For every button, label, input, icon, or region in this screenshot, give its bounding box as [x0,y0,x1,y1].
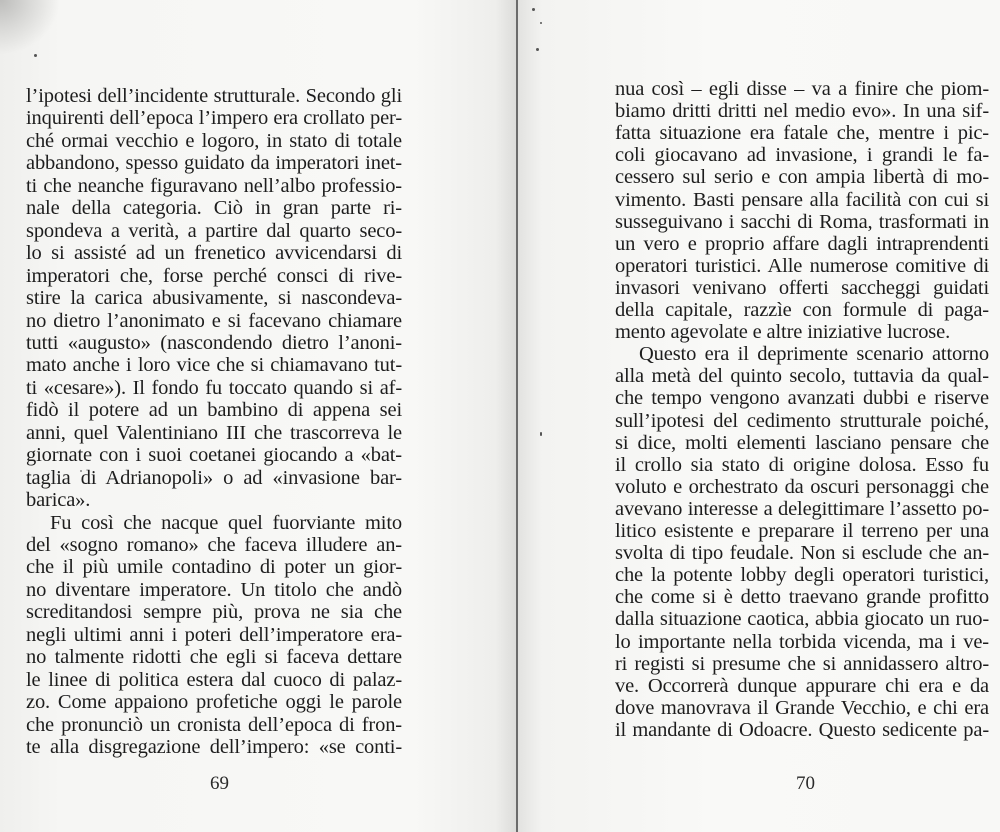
text-line: sull’ipotesi del cedimento strutturale poiché, [615,409,989,432]
page-number-left: 69 [210,773,229,794]
text-line: dalla situazione caotica, abbia giocato un ruo- [615,608,989,631]
text-line: invasori venivano offerti saccheggi guidati [615,276,989,299]
text-line: dove manovrava il Grande Vecchio, e chi era [615,696,989,719]
text-line: screditandosi sempre più, prova ne sia che [26,601,402,624]
text-line: tutti «augusto» (nascondendo dietro l’anoni- [26,331,402,354]
text-line: anni, quel Valentiniano III che trascorreva le [26,421,402,444]
text-line: ti che neanche figuravano nell’albo professio- [26,174,402,197]
text-line: mato anche i loro vice che si chiamavano tut- [26,354,402,377]
text-line: stire la carica abusivamente, si nascondeva- [26,287,402,310]
text-line: ri registi si presume che si annidassero altro- [615,652,989,675]
text-line: Questo era il deprimente scenario attorno [639,343,989,366]
text-line: che il più umile contadino di poter un gior- [26,556,402,579]
text-line: che tempo vengono avanzati dubbi e riserve [615,387,989,410]
text-line: operatori turistici. Alle numerose comitive di [615,254,989,277]
text-line: biamo dritti dritti nel medio evo». In una sif- [615,100,989,123]
page-number-right: 70 [796,773,815,794]
text-line: svolta di tipo feudale. Non si esclude che an- [615,542,989,565]
paper-speck [532,8,535,11]
text-line: abbandono, spesso guidato da imperatori inet- [26,152,402,175]
paper-speck [34,54,37,57]
paper-speck [540,22,542,24]
text-line: si dice, molti elementi lasciano pensare che [615,431,989,454]
text-line: ve. Occorrerà dunque appurare chi era e da [615,674,989,697]
text-line: ché ormai vecchio e logoro, in stato di totale [26,129,402,152]
text-line: mento agevolate e altre iniziative lucrose. [615,321,951,344]
text-line: che la potente lobby degli operatori turistici, [615,564,989,587]
text-line: cessero sul serio e con ampia libertà di mo- [615,166,989,189]
text-line: no talmente ridotti che egli si faceva dettare [26,646,402,669]
text-line: coli giocavano ad invasione, i grandi le fa- [615,144,989,167]
text-line: Fu così che nacque quel fuorviante mito [50,511,402,534]
paper-speck [536,48,539,51]
text-line: no dietro l’anonimato e si facevano chiamare [26,309,402,332]
text-line: avevano interesse a delegittimare l’assetto po- [615,497,989,520]
text-line: no diventare imperatore. Un titolo che andò [26,578,402,601]
text-line: alla metà del quinto secolo, tuttavia da qual- [615,365,989,388]
text-line: lo si assisté ad un frenetico avvicendarsi di [26,242,402,265]
text-line: imperatori che, forse perché consci di rive- [26,264,402,287]
text-line: voluto e orchestrato da oscuri personaggi che [615,475,989,498]
text-line: susseguivano i sacchi di Roma, trasformati in [615,210,989,233]
text-line: nale della categoria. Ciò in gran parte ri- [26,197,402,220]
text-line: l’ipotesi dell’incidente strutturale. Secondo gli [26,85,402,107]
text-line: spondeva a verità, a partire dal quarto seco- [26,219,402,242]
text-line: fidò il potere ad un bambino di appena sei [26,399,402,422]
text-line: ti «cesare»). Il fondo fu toccato quando si af- [26,376,402,399]
text-line: che come si è detto traevano grande profitto [615,586,989,609]
paper-speck [540,432,542,436]
text-line: che pronunciò un cronista dell’epoca di fron- [26,713,402,736]
text-line: barica». [26,489,91,512]
text-line: giornate con i suoi coetanei giocando a «bat- [26,444,402,467]
text-line: il mandante di Odoacre. Questo sedicente pa- [615,718,989,741]
text-line: fatta situazione era fatale che, mentre i pic- [615,122,989,145]
text-line: litico esistente e preparare il terreno per una [615,520,989,542]
text-line: zo. Come appaiono profetiche oggi le parole [26,691,402,714]
text-line: lo importante nella torbida vicenda, ma i ve- [615,630,989,653]
text-line: taglia di Adrianopoli» o ad «invasione bar- [26,466,402,489]
text-line: negli ultimi anni i poteri dell’imperatore era- [26,623,402,646]
text-line: il crollo sia stato di origine dolosa. Esso fu [615,453,989,476]
text-line: del «sogno romano» che faceva illudere an- [26,534,402,556]
right-page [518,0,1000,832]
text-line: nua così – egli disse – va a finire che piom- [615,78,989,100]
text-line: inquirenti dell’epoca l’impero era crollato per- [26,107,402,130]
text-line: le linee di politica estera dal cuoco di palaz- [26,668,402,691]
text-line: della capitale, razzìe con formule di paga- [615,299,989,321]
text-line: vimento. Basti pensare alla facilità con cui si [615,188,989,211]
text-line: te alla disgregazione dell’impero: «se conti- [26,736,402,759]
page-corner-shadow [0,0,60,55]
text-line: un vero e proprio affare dagli intraprendenti [615,232,989,255]
